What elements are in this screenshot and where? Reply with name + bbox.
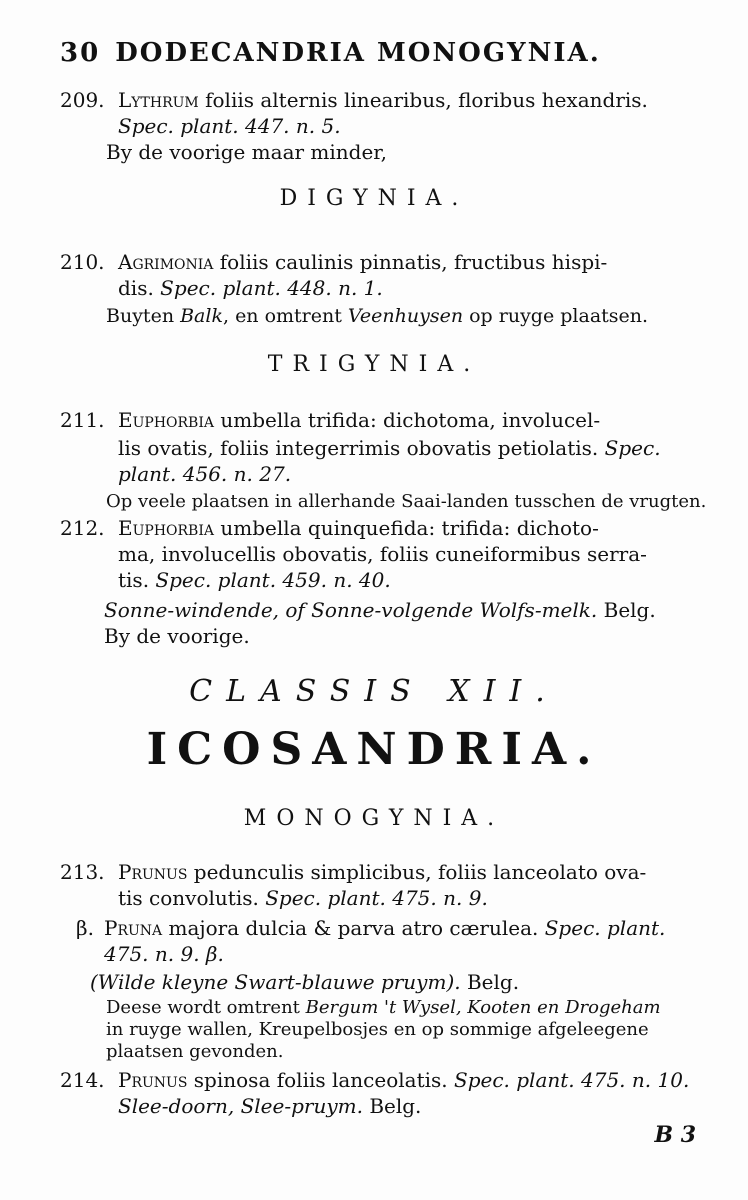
variety-name: Pruna (104, 916, 163, 940)
section-heading-monogynia: MONOGYNIA. (243, 806, 505, 831)
entry-text: lis ovatis, foliis integerrimis obovatis petiolatis. (118, 436, 599, 460)
class-number-heading: CLASSIS XII. (189, 674, 559, 709)
vernacular-name: (Wilde kleyne Swart-blauwe pruym). (90, 970, 461, 994)
entry-text: majora dulcia & parva atro cærulea. (162, 916, 539, 940)
entry-213-line-2 (118, 886, 488, 910)
entry-reference: Spec. plant. 459. n. 40. (149, 568, 391, 592)
running-head (60, 38, 700, 68)
entry-212-line-3 (118, 568, 391, 592)
entry-212-line-2: ma, involucellis obovatis, foliis cuneiformibus serra- (118, 542, 647, 566)
entry-209-note: By de voorige maar minder, (106, 140, 388, 164)
entry-213-vernacular (90, 970, 519, 994)
section-heading-trigynia: TRIGYNIA. (267, 352, 481, 377)
entry-number: 214. (60, 1068, 105, 1092)
entry-number: 209. (60, 88, 105, 112)
entry-reference: Spec. plant. 448. n. 1. (153, 276, 383, 300)
note-text: Deese wordt omtrent (106, 997, 306, 1018)
entry-212-line-1 (60, 516, 599, 540)
entry-text: tis convolutis. (118, 886, 259, 910)
place-names: Bergum 't Wysel, Kooten en Drogeham (305, 997, 661, 1018)
entry-text: umbella quinquefida: trifida: dichoto- (213, 516, 599, 540)
entry-214-line-1 (60, 1068, 689, 1092)
entry-reference: Spec. plant. 475. n. 9. (258, 886, 488, 910)
genus-name: Euphorbia (118, 516, 214, 540)
note-text: Buyten (106, 305, 181, 327)
entry-number: 210. (60, 250, 105, 274)
language-tag: Belg. (362, 1094, 422, 1118)
genus-name: Lythrum (118, 88, 199, 112)
entry-text: umbella trifida: dichotoma, involucel- (213, 408, 601, 432)
language-tag: Belg. (460, 970, 520, 994)
entry-213-note-3: plaatsen gevonden. (106, 1041, 284, 1062)
entry-209-reference: Spec. plant. 447. n. 5. (118, 114, 341, 138)
entry-text: pedunculis simplicibus, foliis lanceolato ova- (187, 860, 647, 884)
genus-name: Euphorbia (118, 408, 214, 432)
place-name: Veenhuysen (347, 305, 464, 327)
entry-212-note: By de voorige. (104, 624, 250, 648)
entry-text: foliis caulinis pinnatis, fructibus hispi- (213, 250, 608, 274)
note-text: , en omtrent (222, 305, 348, 327)
entry-213-note-1 (106, 996, 661, 1020)
entry-212-vernacular (104, 598, 656, 622)
vernacular-name: Slee-doorn, Slee-pruym. (118, 1094, 363, 1118)
entry-209-line-1 (60, 88, 648, 112)
entry-text: tis. (118, 568, 150, 592)
language-tag: Belg. (597, 598, 656, 622)
running-title: DODECANDRIA MONOGYNIA. (115, 38, 601, 68)
genus-name: Prunus (118, 1068, 188, 1092)
entry-210-note (106, 304, 648, 328)
class-name-heading: ICOSANDRIA. (146, 724, 602, 775)
entry-text: spinosa foliis lanceolatis. (187, 1068, 448, 1092)
entry-text: foliis alternis linearibus, floribus hexandris. (198, 88, 648, 112)
entry-211-line-2 (118, 436, 661, 460)
vernacular-name: Sonne-windende, of Sonne-volgende Wolfs-melk. (104, 598, 598, 622)
entry-number: 212. (60, 516, 105, 540)
entry-211-line-1 (60, 408, 600, 432)
entry-text: dis. (118, 276, 154, 300)
entry-number: 213. (60, 860, 105, 884)
entry-214-vernacular (118, 1094, 421, 1118)
entry-210-line-2 (118, 276, 383, 300)
entry-reference: Spec. (598, 436, 661, 460)
entry-reference: Spec. plant. 475. n. 10. (447, 1068, 690, 1092)
entry-213-line-1 (60, 860, 646, 884)
variety-mark: β. (76, 916, 94, 940)
genus-name: Prunus (118, 860, 188, 884)
entry-211-note: Op veele plaatsen in allerhande Saai-landen tusschen de vrugten. (106, 491, 707, 512)
page-number: 30 (60, 38, 101, 68)
entry-213-note-2: in ruyge wallen, Kreupelbosjes en op sommige afgeleegene (106, 1019, 649, 1040)
entry-210-line-1 (60, 250, 607, 274)
section-heading-digynia: DIGYNIA. (279, 186, 469, 211)
note-text: op ruyge plaatsen. (463, 305, 649, 327)
genus-name: Agrimonia (118, 250, 214, 274)
place-name: Balk (180, 305, 223, 327)
catchword: B 3 (654, 1122, 696, 1148)
entry-211-reference: plant. 456. n. 27. (118, 462, 292, 486)
entry-213-variety-reference: 475. n. 9. β. (104, 942, 224, 966)
entry-213-variety (76, 916, 665, 940)
entry-reference: Spec. plant. (538, 916, 666, 940)
entry-number: 211. (60, 408, 105, 432)
